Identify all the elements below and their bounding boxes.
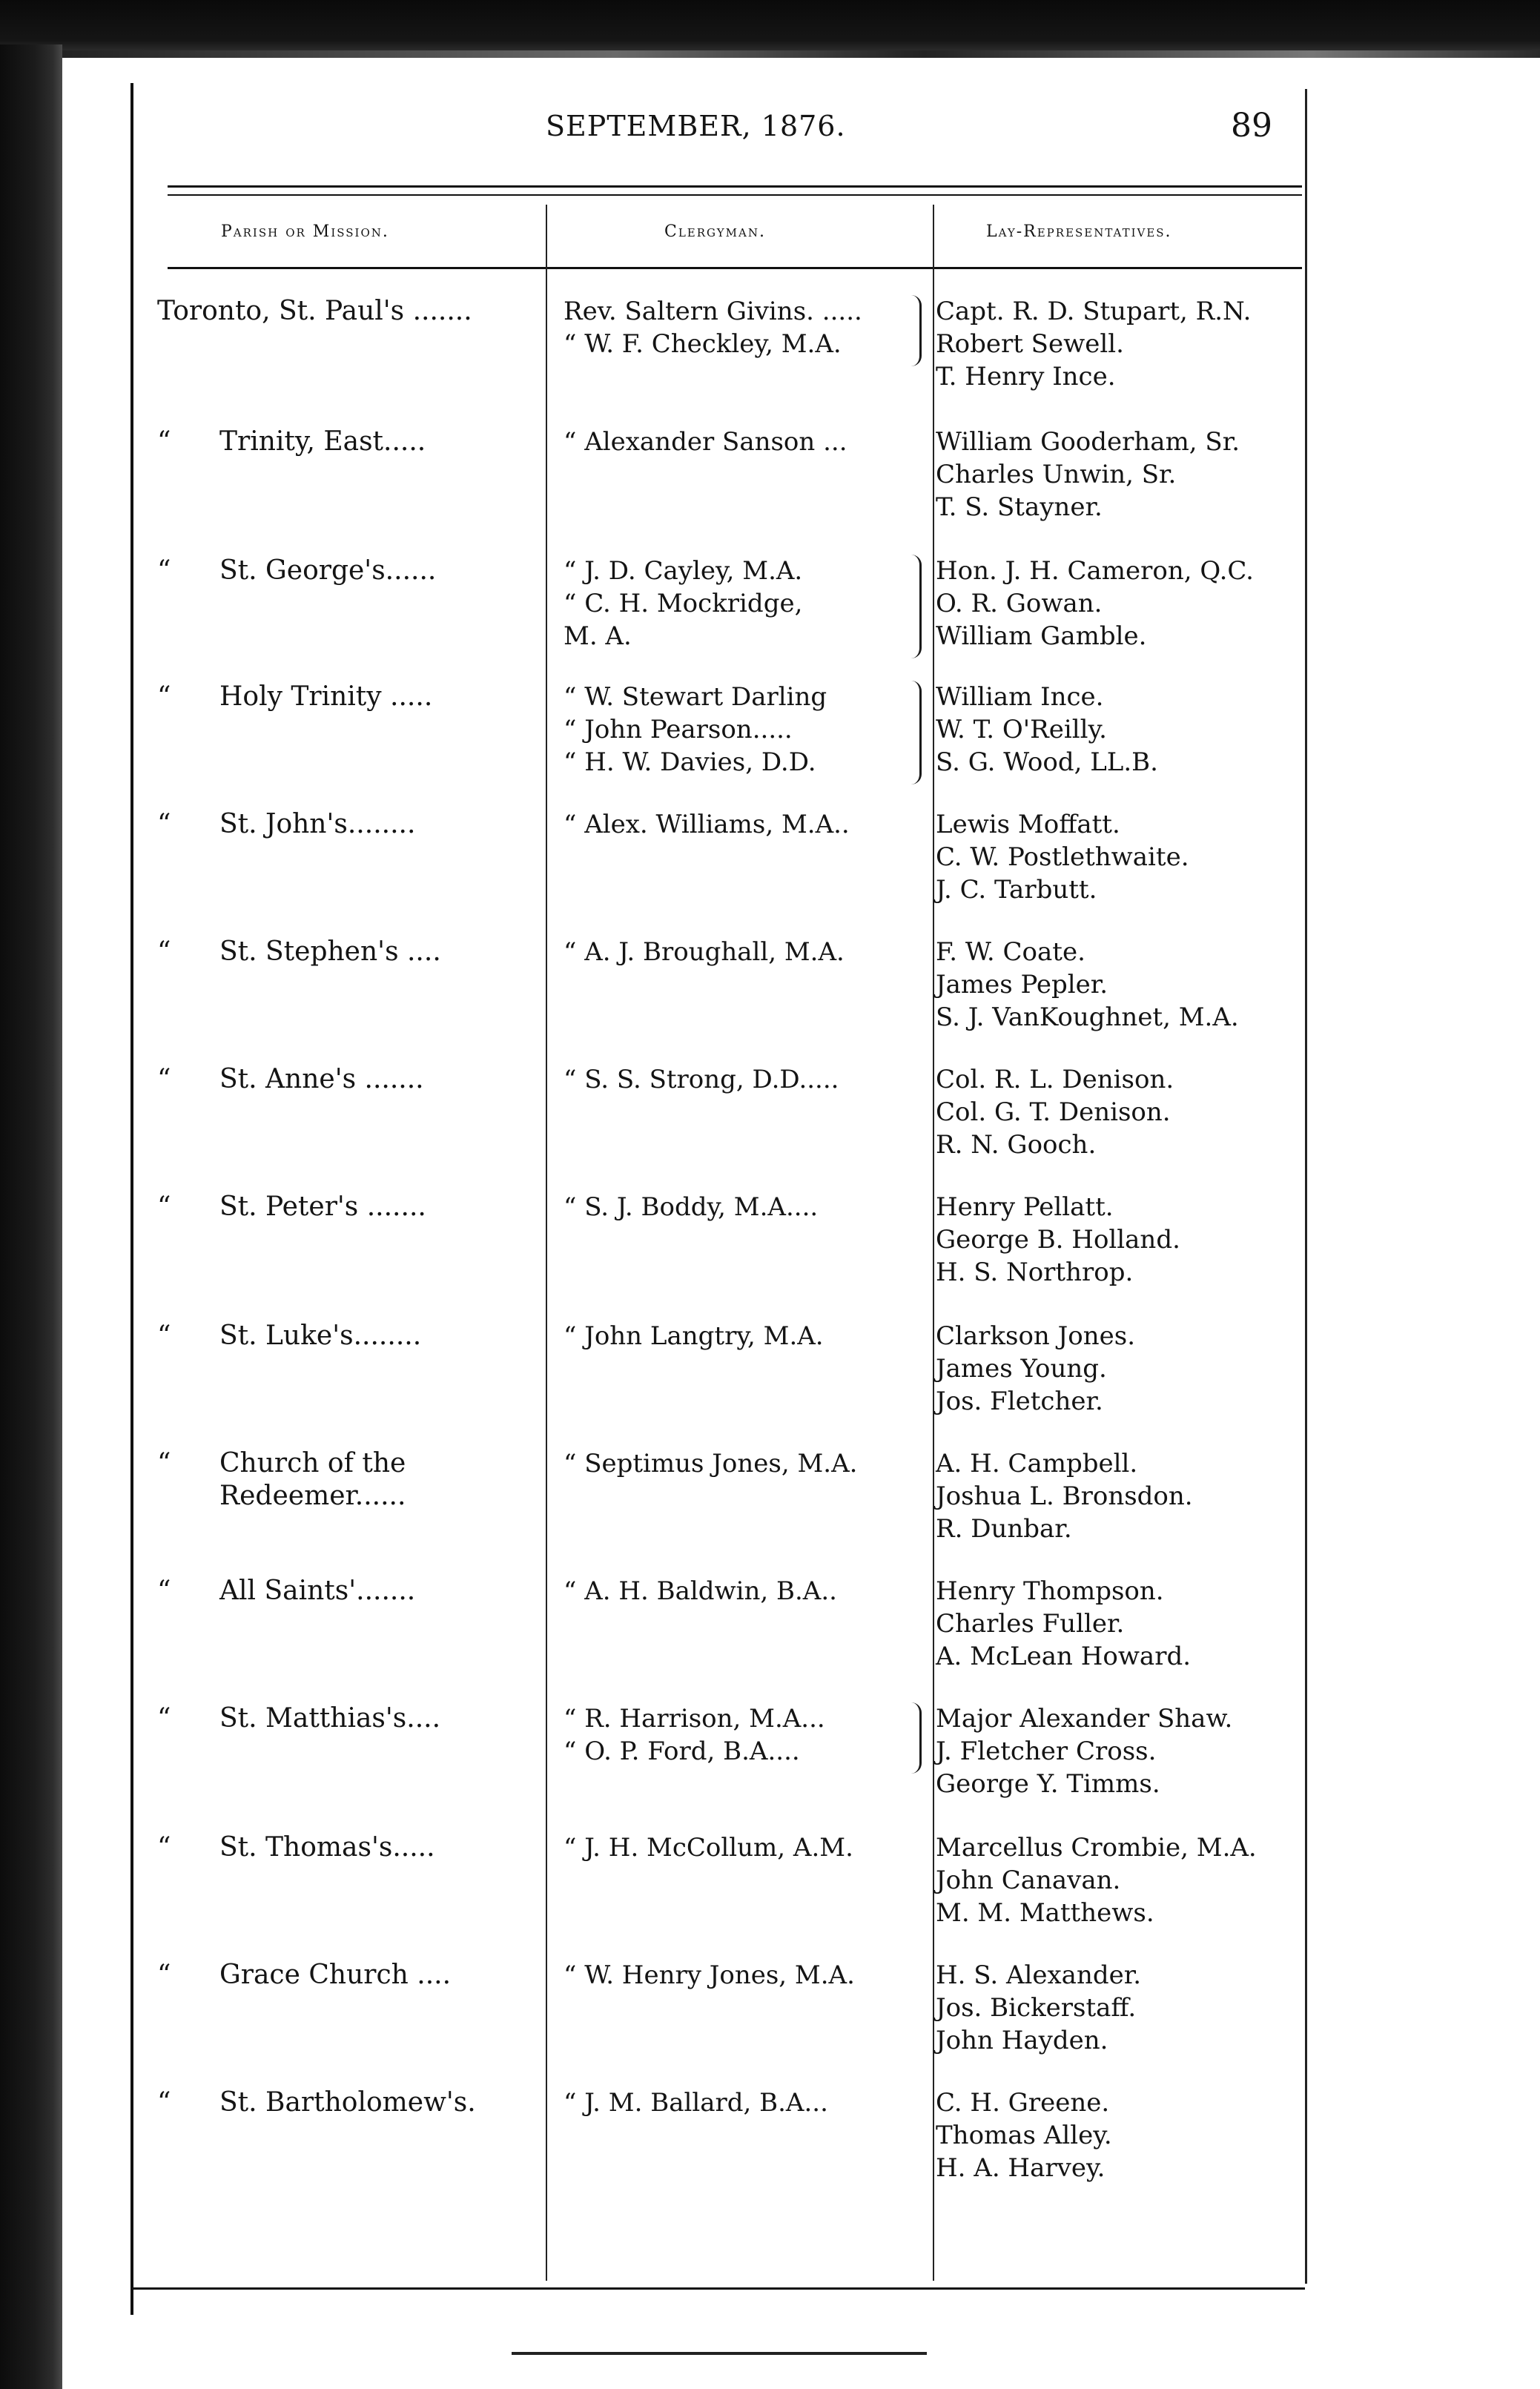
ditto-mark: “	[157, 426, 171, 457]
table-row	[0, 2086, 1540, 2205]
clergyman-name: “ O. P. Ford, B.A....	[564, 1737, 800, 1766]
clergyman-name: “ Septimus Jones, M.A.	[564, 1449, 858, 1478]
clergyman-name: “ Alex. Williams, M.A..	[564, 810, 850, 839]
lay-representative-name: Thomas Alley.	[936, 2121, 1112, 2150]
lay-representative-name: Robert Sewell.	[936, 329, 1124, 359]
clergy-brace	[906, 295, 922, 366]
page-number: 89	[1231, 107, 1272, 145]
table-row	[0, 1191, 1540, 1309]
lay-representative-name: Joshua L. Bronsdon.	[936, 1481, 1193, 1511]
lay-representative-name: John Hayden.	[936, 2026, 1108, 2055]
ditto-mark: “	[157, 936, 171, 967]
parish-name: St. John's........	[219, 809, 416, 839]
clergyman-name: “ John Langtry, M.A.	[564, 1321, 824, 1351]
table-row	[0, 1831, 1540, 1950]
clergyman-name: “ J. H. McCollum, A.M.	[564, 1833, 853, 1863]
ditto-mark: “	[157, 1192, 171, 1222]
lay-representative-name: Clarkson Jones.	[936, 1321, 1136, 1351]
clergy-list	[564, 681, 919, 779]
clergyman-name: “ J. M. Ballard, B.A...	[564, 2088, 828, 2118]
lay-representatives-list	[936, 808, 1306, 906]
clergy-list	[564, 426, 919, 458]
clergyman-name: M. A.	[564, 621, 632, 651]
clergyman-name: “ S. S. Strong, D.D.....	[564, 1065, 839, 1094]
parish-name: St. Bartholomew's.	[219, 2087, 476, 2118]
lay-representative-name: George B. Holland.	[936, 1225, 1180, 1255]
ditto-mark: “	[157, 555, 171, 586]
lay-representatives-list	[936, 1320, 1306, 1418]
table-row	[0, 1959, 1540, 2078]
table-row	[0, 555, 1540, 673]
lay-representative-name: William Gooderham, Sr.	[936, 427, 1240, 457]
parish-name: Grace Church ....	[219, 1960, 452, 1990]
parish-name: St. Thomas's.....	[219, 1832, 435, 1863]
lay-representative-name: J. C. Tarbutt.	[936, 875, 1097, 905]
lay-representative-name: T. Henry Ince.	[936, 362, 1116, 391]
clergyman-name: “ W. F. Checkley, M.A.	[564, 329, 842, 359]
clergy-list	[564, 936, 919, 968]
lay-representative-name: Capt. R. D. Stupart, R.N.	[936, 297, 1252, 326]
lay-representative-name: C. H. Greene.	[936, 2088, 1110, 2118]
parish-name: Trinity, East.....	[219, 426, 426, 457]
parish-name: All Saints'.......	[219, 1576, 416, 1606]
lay-representatives-list	[936, 1959, 1306, 2057]
lay-representative-name: William Gamble.	[936, 621, 1147, 651]
lay-representative-name: Col. R. L. Denison.	[936, 1065, 1174, 1094]
clergy-list	[564, 1959, 919, 1992]
lay-representative-name: R. N. Gooch.	[936, 1130, 1097, 1160]
table-row	[0, 1575, 1540, 1694]
clergyman-name: “ C. H. Mockridge,	[564, 589, 803, 618]
parish-name: St. George's......	[219, 555, 437, 586]
column-heading-parish: Parish or Mission.	[221, 222, 389, 241]
parish-name: St. Peter's .......	[219, 1192, 426, 1222]
clergy-list	[564, 1702, 919, 1768]
lay-representative-name: Hon. J. H. Cameron, Q.C.	[936, 556, 1254, 586]
ditto-mark: “	[157, 1576, 171, 1606]
lay-representative-name: R. Dunbar.	[936, 1514, 1072, 1544]
lay-representative-name: H. S. Alexander.	[936, 1960, 1142, 1990]
lay-representative-name: C. W. Postlethwaite.	[936, 842, 1189, 872]
lay-representative-name: James Pepler.	[936, 970, 1108, 999]
lay-representative-name: W. T. O'Reilly.	[936, 715, 1107, 744]
ditto-mark: “	[157, 1832, 171, 1863]
lay-representative-name: Major Alexander Shaw.	[936, 1704, 1233, 1734]
lay-representative-name: A. McLean Howard.	[936, 1642, 1192, 1671]
lay-representative-name: Charles Fuller.	[936, 1609, 1125, 1639]
clergy-list	[564, 1447, 919, 1480]
clergyman-name: “ J. D. Cayley, M.A.	[564, 556, 803, 586]
lay-representatives-list	[936, 555, 1306, 652]
lay-representatives-list	[936, 426, 1306, 523]
lay-representatives-list	[936, 936, 1306, 1034]
clergyman-name: “ W. Henry Jones, M.A.	[564, 1960, 855, 1990]
clergy-list	[564, 1063, 919, 1096]
lay-representative-name: M. M. Matthews.	[936, 1898, 1154, 1928]
parish-name: St. Stephen's ....	[219, 936, 441, 967]
clergyman-name: “ R. Harrison, M.A...	[564, 1704, 825, 1734]
lay-representative-name: Charles Unwin, Sr.	[936, 460, 1177, 489]
lay-representatives-list	[936, 1702, 1306, 1800]
lay-representative-name: O. R. Gowan.	[936, 589, 1103, 618]
lay-representative-name: H. A. Harvey.	[936, 2153, 1106, 2183]
clergyman-name: “ W. Stewart Darling	[564, 682, 827, 712]
clergyman-name: Rev. Saltern Givins. .....	[564, 297, 862, 326]
lay-representative-name: S. G. Wood, LL.B.	[936, 747, 1158, 777]
clergyman-name: “ Alexander Sanson ...	[564, 427, 847, 457]
table-row	[0, 295, 1540, 414]
page-title: SEPTEMBER, 1876.	[546, 110, 846, 142]
lay-representative-name: William Ince.	[936, 682, 1104, 712]
table-row	[0, 681, 1540, 799]
table-row	[0, 1320, 1540, 1438]
lay-representative-name: Marcellus Crombie, M.A.	[936, 1833, 1257, 1863]
lay-representative-name: Lewis Moffatt.	[936, 810, 1120, 839]
lay-representative-name: Jos. Bickerstaff.	[936, 1993, 1137, 2023]
lay-representative-name: S. J. VanKoughnet, M.A.	[936, 1002, 1239, 1032]
lay-representatives-list	[936, 1191, 1306, 1289]
lay-representative-name: F. W. Coate.	[936, 937, 1085, 967]
table-row	[0, 426, 1540, 544]
lay-representative-name: J. Fletcher Cross.	[936, 1737, 1157, 1766]
ditto-mark: “	[157, 681, 171, 712]
clergy-list	[564, 2086, 919, 2119]
parish-name: Church of the Redeemer......	[219, 1448, 406, 1511]
table-row	[0, 936, 1540, 1054]
clergy-list	[564, 1831, 919, 1864]
ditto-mark: “	[157, 809, 171, 839]
ditto-mark: “	[157, 1448, 171, 1478]
table-row	[0, 1063, 1540, 1182]
clergyman-name: “ John Pearson.....	[564, 715, 793, 744]
clergy-brace	[906, 555, 922, 658]
lay-representatives-list	[936, 1831, 1306, 1929]
lay-representative-name: H. S. Northrop.	[936, 1258, 1134, 1287]
table-row	[0, 1702, 1540, 1821]
lay-representatives-list	[936, 1575, 1306, 1673]
clergyman-name: “ A. H. Baldwin, B.A..	[564, 1576, 837, 1606]
parish-name: Toronto, St. Paul's .......	[157, 296, 472, 326]
column-heading-clergyman: Clergyman.	[664, 222, 766, 241]
ditto-mark: “	[157, 1321, 171, 1351]
parish-name: St. Matthias's....	[219, 1703, 441, 1734]
lay-representative-name: George Y. Timms.	[936, 1769, 1160, 1799]
lay-representative-name: A. H. Campbell.	[936, 1449, 1138, 1478]
clergy-list	[564, 808, 919, 841]
clergy-list	[564, 1191, 919, 1223]
lay-representatives-list	[936, 295, 1306, 393]
lay-representative-name: T. S. Stayner.	[936, 492, 1103, 522]
parish-name: Holy Trinity .....	[219, 681, 433, 712]
clergy-list	[564, 295, 919, 360]
ditto-mark: “	[157, 1703, 171, 1734]
parish-name: St. Anne's .......	[219, 1064, 424, 1094]
table-row	[0, 1447, 1540, 1566]
lay-representatives-list	[936, 1447, 1306, 1545]
parish-name: St. Luke's........	[219, 1321, 422, 1351]
clergy-brace	[906, 1702, 922, 1774]
lay-representative-name: Henry Pellatt.	[936, 1192, 1114, 1222]
lay-representative-name: John Canavan.	[936, 1866, 1121, 1895]
table-row	[0, 808, 1540, 927]
ditto-mark: “	[157, 2087, 171, 2118]
clergyman-name: “ A. J. Broughall, M.A.	[564, 937, 845, 967]
column-heading-lay: Lay-Representatives.	[986, 222, 1172, 241]
lay-representative-name: James Young.	[936, 1354, 1107, 1384]
lay-representative-name: Col. G. T. Denison.	[936, 1097, 1171, 1127]
lay-representative-name: Jos. Fletcher.	[936, 1387, 1103, 1416]
lay-representatives-list	[936, 2086, 1306, 2184]
clergy-list	[564, 1320, 919, 1352]
lay-representative-name: Henry Thompson.	[936, 1576, 1164, 1606]
clergy-list	[564, 1575, 919, 1607]
ditto-mark: “	[157, 1960, 171, 1990]
lay-representatives-list	[936, 681, 1306, 779]
clergyman-name: “ H. W. Davies, D.D.	[564, 747, 816, 777]
clergy-list	[564, 555, 919, 652]
clergyman-name: “ S. J. Boddy, M.A....	[564, 1192, 819, 1222]
footer-rule	[130, 2287, 1305, 2290]
clergy-brace	[906, 681, 922, 784]
ditto-mark: “	[157, 1064, 171, 1094]
lay-representatives-list	[936, 1063, 1306, 1161]
